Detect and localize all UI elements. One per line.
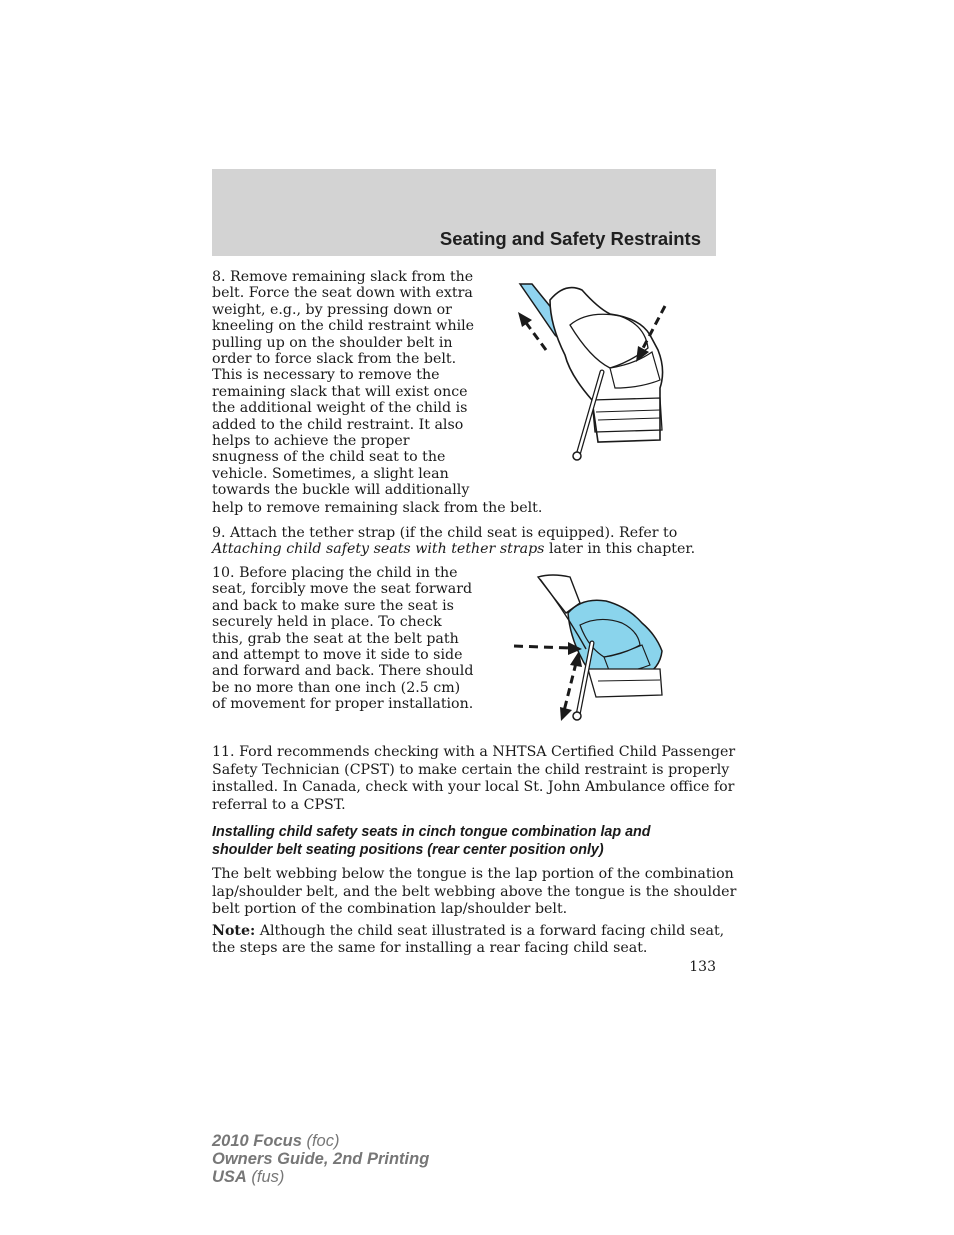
step-10-line: securely held in place. To check [212, 614, 442, 631]
step-10-line: and attempt to move it side to side [212, 647, 463, 664]
step-8-line: order to force slack from the belt. [212, 351, 457, 368]
cinch-tongue-subheading [212, 823, 716, 859]
child-seat-pressing-illustration [510, 280, 675, 465]
step-8-line: snugness of the child seat to the [212, 449, 446, 466]
footer-guide-line [212, 1150, 429, 1168]
step-9-paragraph [212, 525, 716, 558]
step-8-line: belt. Force the seat down with extra [212, 285, 473, 302]
step-8-line: This is necessary to remove the [212, 367, 440, 384]
note-paragraph [212, 923, 725, 957]
footer-market-code: (fus) [246, 1168, 285, 1186]
step-8-line: the additional weight of the child is [212, 400, 468, 417]
belt-webbing-line: The belt webbing below the tongue is the lap portion of the combination [212, 866, 734, 882]
document-footer [212, 1132, 429, 1186]
step-10-line: and forward and back. There should [212, 663, 474, 680]
step-10-line: seat, forcibly move the seat forward [212, 581, 473, 598]
step-10-line: and back to make sure the seat is [212, 597, 454, 614]
step-8-line: added to the child restraint. It also [212, 416, 464, 433]
step-9-line [212, 541, 716, 557]
step-9-line-rest: later in this chapter. [544, 541, 696, 558]
step-8-line: remaining slack that will exist once [212, 383, 468, 400]
step-11-line: 11. Ford recommends checking with a NHTSA Certified Child Passenger [212, 744, 736, 760]
child-seat-movement-illustration [510, 573, 670, 725]
step-11-paragraph [212, 744, 736, 814]
subheading-line: Installing child safety seats in cinch tongue combination lap and [212, 824, 651, 840]
belt-webbing-paragraph [212, 866, 737, 919]
footer-model-code: (foc) [301, 1132, 340, 1150]
page-number: 133 [689, 959, 716, 975]
step-10-line: be no more than one inch (2.5 cm) [212, 679, 461, 696]
footer-model-line [212, 1132, 429, 1150]
step-9-line: 9. Attach the tether strap (if the child seat is equipped). Refer to [212, 525, 678, 541]
subheading-line: shoulder belt seating positions (rear center position only) [212, 842, 604, 858]
note-label: Note: [212, 923, 256, 939]
footer-model: 2010 Focus [212, 1132, 302, 1150]
step-8-line: vehicle. Sometimes, a slight lean [212, 465, 449, 482]
step-11-line: Safety Technician (CPST) to make certain the child restraint is properly [212, 761, 730, 778]
step-8-line: kneeling on the child restraint while [212, 318, 475, 335]
section-header-band [212, 169, 716, 256]
step-10-line: 10. Before placing the child in the [212, 565, 458, 581]
step-11-line: referral to a CPST. [212, 796, 346, 813]
note-line: the steps are the same for installing a rear facing child seat. [212, 940, 648, 956]
footer-market-line [212, 1168, 429, 1186]
step-8-line: 8. Remove remaining slack from the [212, 269, 474, 285]
step-8-line: help to remove remaining slack from the belt. [212, 499, 543, 516]
step-10-line: this, grab the seat at the belt path [212, 630, 459, 647]
belt-webbing-line: lap/shoulder belt, and the belt webbing above the tongue is the shoulder [212, 883, 737, 900]
step-8-line: towards the buckle will additionally [212, 482, 470, 499]
footer-market: USA [212, 1168, 247, 1186]
tether-straps-reference: Attaching child safety seats with tether straps [212, 541, 545, 558]
step-8-line: weight, e.g., by pressing down or [212, 301, 452, 318]
step-8-line: helps to achieve the proper [212, 433, 410, 450]
step-8-line: pulling up on the shoulder belt in [212, 334, 453, 351]
step-11-line: installed. In Canada, check with your local St. John Ambulance office for [212, 779, 735, 795]
footer-guide: Owners Guide, 2nd Printing [212, 1150, 430, 1168]
note-line [212, 923, 725, 940]
section-title: Seating and Safety Restraints [439, 228, 701, 249]
step-10-line: of movement for proper installation. [212, 696, 474, 713]
note-text: Although the child seat illustrated is a forward facing child seat, [255, 923, 725, 939]
belt-webbing-line: belt portion of the combination lap/shoulder belt. [212, 901, 568, 917]
